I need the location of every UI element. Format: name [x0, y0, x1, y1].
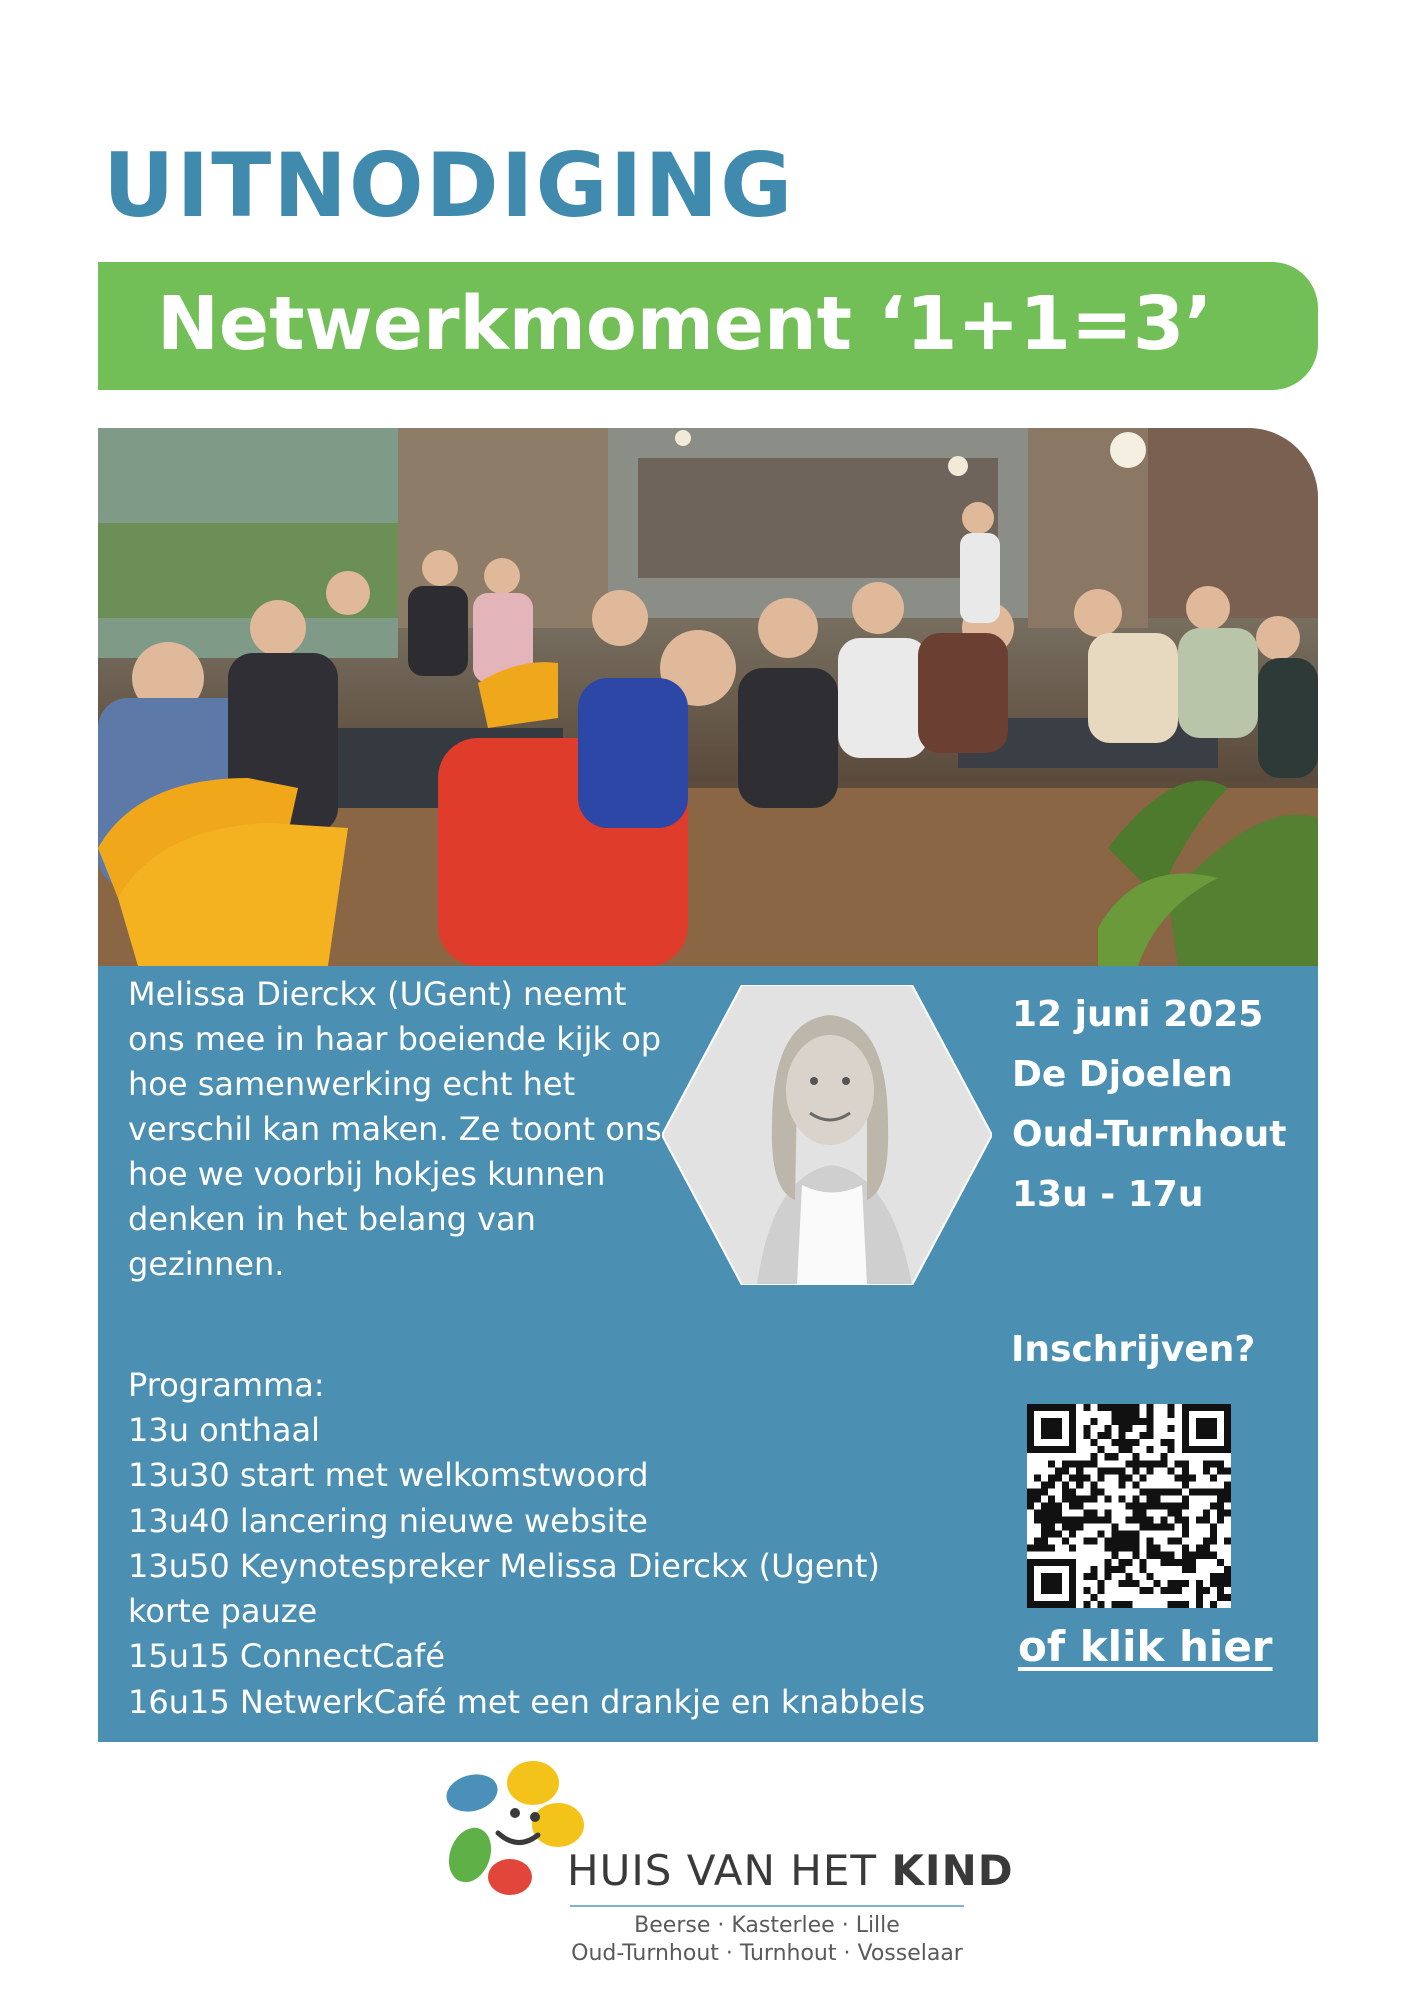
page-title: UITNODIGING — [103, 134, 795, 237]
event-subtitle: Netwerkmoment ‘1+1=3’ — [157, 281, 1213, 367]
register-label: Inschrijven? — [1011, 1329, 1256, 1370]
event-time: 13u - 17u — [1012, 1174, 1204, 1215]
programme-item: korte pauze — [128, 1592, 318, 1631]
programme-item: 13u50 Keynotespreker Melissa Dierckx (Ugent) — [128, 1546, 880, 1585]
programme-item: 16u15 NetwerkCafé met een drankje en knabbels — [128, 1682, 926, 1721]
municipalities-line-1: Beerse · Kasterlee · Lille — [634, 1913, 900, 1938]
event-date: 12 juni 2025 — [1012, 994, 1264, 1035]
brand-name — [567, 1846, 1014, 1895]
speaker-intro: Melissa Dierckx (UGent) neemt ons mee in haar boeiende kijk op hoe samenwerking echt het verschil kan maken. Ze toont ons hoe we voorbij hokjes kunnen denken in het belang van gezinnen. — [128, 975, 662, 1283]
brand-divider — [570, 1905, 964, 1907]
event-group-photo — [98, 428, 1318, 966]
speaker-portrait — [662, 985, 992, 1285]
registration-qr-code[interactable] — [1027, 1404, 1231, 1608]
event-details — [1012, 985, 1286, 1225]
municipalities-line-2: Oud-Turnhout · Turnhout · Vosselaar — [571, 1941, 963, 1966]
register-link[interactable]: of klik hier — [1018, 1622, 1273, 1671]
programme-item: 13u30 start met welkomstwoord — [128, 1456, 649, 1495]
programme-heading: Programma: — [128, 1366, 325, 1404]
qr-code-icon — [1027, 1404, 1231, 1608]
programme-item: 13u onthaal — [128, 1411, 320, 1449]
event-place: Oud-Turnhout — [1012, 1114, 1287, 1155]
event-venue: De Djoelen — [1012, 1054, 1233, 1095]
group-photo-illustration — [98, 428, 1318, 966]
speaker-portrait-illustration — [662, 985, 992, 1285]
programme-list — [128, 1408, 925, 1725]
brand-name-bold: KIND — [891, 1846, 1014, 1895]
municipalities — [560, 1912, 974, 1968]
programme-item: 15u15 ConnectCafé — [128, 1637, 446, 1676]
brand-name-regular: HUIS VAN HET — [567, 1846, 892, 1895]
programme-item: 13u40 lancering nieuwe website — [128, 1501, 648, 1540]
